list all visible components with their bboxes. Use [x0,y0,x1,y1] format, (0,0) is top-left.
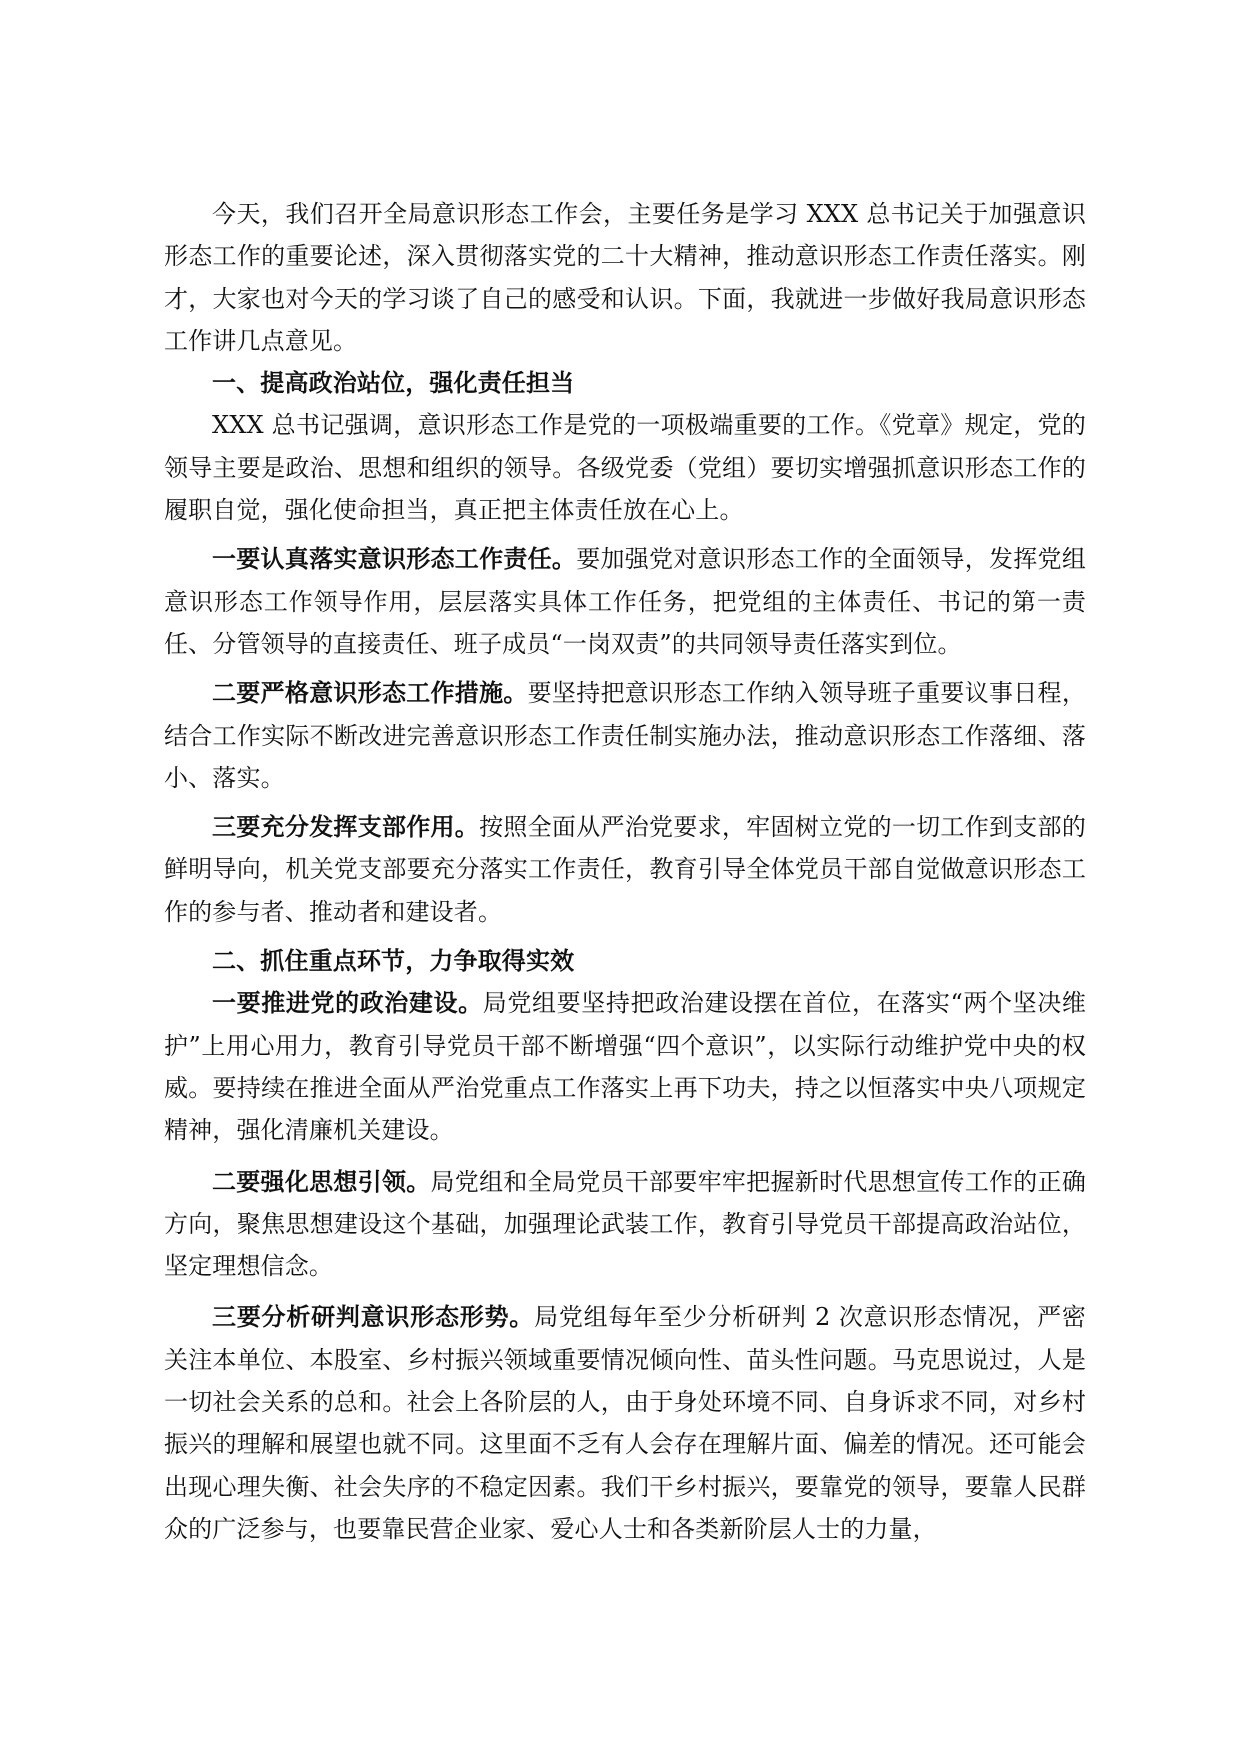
section-1-point-2-lead: 二要严格意识形态工作措施。 [212,678,528,708]
section-1-point-2-paragraph [164,672,1086,799]
section-1-point-3-lead: 三要充分发挥支部作用。 [212,812,480,842]
document-body [164,193,1086,1550]
section-1-point-1-lead: 一要认真落实意识形态工作责任。 [212,544,577,574]
intro-paragraph: 今天，我们召开全局意识形态工作会，主要任务是学习 XXX 总书记关于加强意识形态工作的重要论述，深入贯彻落实党的二十大精神，推动意识形态工作责任落实。刚才，大家也对今天的学习谈了自己的感受和认识。下面，我就进一步做好我局意识形态工作讲几点意见。 [164,200,1086,355]
section-2-point-2-text: 局党组和全局党员干部要牢牢把握新时代思想宣传工作的正确方向，聚焦思想建设这个基础，加强理论武装工作，教育引导党员干部提高政治站位，坚定理想信念。 [164,1167,1086,1281]
section-2-point-1-lead: 一要推进党的政治建设。 [212,988,483,1018]
section-2-point-3-text: 局党组每年至少分析研判 2 次意识形态情况，严密关注本单位、本股室、乡村振兴领域重要情况倾向性、苗头性问题。马克思说过，人是一切社会关系的总和。社会上各阶层的人，由于身处环境不同、自身诉求不同，对乡村振兴的理解和展望也就不同。这里面不乏有人会存在理解片面、偏差的情况。还可能会出现心理失衡、社会失序的不稳定因素。我们干乡村振兴，要靠党的领导，要靠人民群众的广泛参与，也要靠民营企业家、爱心人士和各类新阶层人士的力量， [164,1303,1086,1543]
section-2-point-1-paragraph [164,982,1086,1151]
section-1-point-1-text: 要加强党对意识形态工作的全面领导，发挥党组意识形态工作领导作用，层层落实具体工作任务，把党组的主体责任、书记的第一责任、分管领导的直接责任、班子成员“一岗双责”的共同领导责任落实到位。 [164,545,1086,658]
section-2-point-2-paragraph [164,1161,1086,1288]
section-2-point-3-paragraph [164,1296,1086,1550]
section-2-point-3-lead: 三要分析研判意识形态形势。 [212,1302,535,1332]
section-1-body-paragraph: XXX 总书记强调，意识形态工作是党的一项极端重要的工作。《党章》规定，党的领导主要是政治、思想和组织的领导。各级党委（党组）要切实增强抓意识形态工作的履职自觉，强化使命担当，真正把主体责任放在心上。 [164,411,1086,525]
section-1-point-3-text: 按照全面从严治党要求，牢固树立党的一切工作到支部的鲜明导向，机关党支部要充分落实工作责任，教育引导全体党员干部自觉做意识形态工作的参与者、推动者和建设者。 [164,813,1086,926]
section-1-point-2-text: 要坚持把意识形态工作纳入领导班子重要议事日程，结合工作实际不断改进完善意识形态工作责任制实施办法，推动意识形态工作落细、落小、落实。 [164,679,1086,792]
section-2-heading: 二、抓住重点环节，力争取得实效 [212,946,575,976]
section-2-point-2-lead: 二要强化思想引领。 [212,1166,431,1196]
section-1-point-3-paragraph [164,806,1086,933]
section-1-heading: 一、提高政治站位，强化责任担当 [212,368,575,398]
section-1-point-1-paragraph [164,538,1086,665]
section-2-point-1-text: 局党组要坚持把政治建设摆在首位，在落实“两个坚决维护”上用心用力，教育引导党员干部不断增强“四个意识”，以实际行动维护党中央的权威。要持续在推进全面从严治党重点工作落实上再下功夫，持之以恒落实中央八项规定精神，强化清廉机关建设。 [164,989,1086,1145]
